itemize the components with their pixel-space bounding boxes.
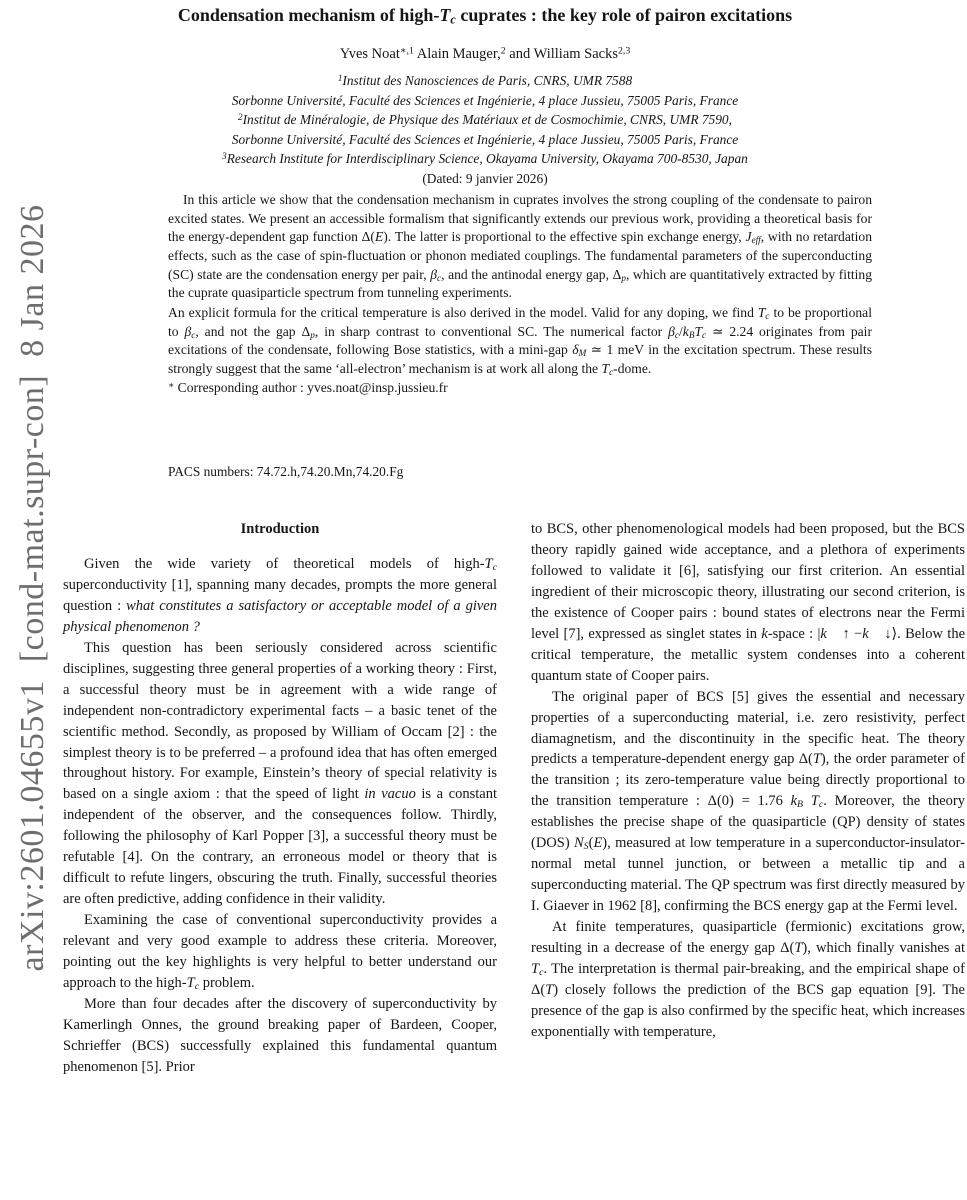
affiliation-line-3: $^2$Institut de Minéralogie, de Physique des Matériaux et de Cosmochimie, CNRS, UMR 7590, (238, 112, 732, 128)
corresponding-author-line: ∗ Corresponding author : yves.noat@insp.jussieu.fr (168, 379, 448, 395)
left-column (63, 519, 497, 1078)
body-paragraph: to BCS, other phenomenological models had been proposed, but the BCS theory rapidly gained wide acceptance, and a plethora of experiments followed to validate it [6], satisfying our first criterion. An essential ingredient of their microscopic theory, illustrating our second criterion, is the existence of Cooper pairs : bound states of electrons near the Fermi level [7], expressed as singlet states in k-space : |k⃗ ↑ −k⃗ ↓⟩. Below the critical temperature, the metallic system condenses into a coherent quantum state of Cooper pairs. (531, 521, 966, 684)
right-column (531, 519, 965, 1043)
affiliation-line-5: $^3$Research Institute for Interdisciplinary Science, Okayama University, Okayama 700-8530, Japan (222, 151, 748, 167)
body-paragraph: This question has been seriously considered across scientific disciplines, suggesting three general properties of a working theory : First, a successful theory must be in agreement with a wide range of independent non-contradictory experimental facts – a basic tenet of the scientific method. Secondly, as proposed by William of Occam [2] : the simplest theory is to be preferred – a profound idea that has often emerged throughout history. For example, Einstein’s theory of special relativity is based on a single axiom : that the speed of light in vacuo is a constant independent of the observer, and the consequences follow. Thirdly, following the philosophy of Karl Popper [3], a successful theory must be refutable [4]. On the contrary, an erroneous model or theory that is difficult to refute lingers, obscuring the truth. Finally, successful theories are often predictive, adding confidence in their validity. (63, 639, 497, 908)
affiliations-block (60, 71, 910, 169)
abstract-paragraph-1: In this article we show that the condensation mechanism in cuprates involves the strong coupling of the condensate to pairon excited states. We present an accessible formalism that significantly extends our previous work, providing a theoretical basis for the energy-dependent gap function Δ(E). The latter is proportional to the effective spin exchange energy, $J_{eff}$, with no retardation effects, such as the case of spin-fluctuation or phonon mediated couplings. The fundamental parameters of the superconducting (SC) state are the condensation energy per pair, $\beta_c$, and the antinodal energy gap, $\Delta_p$, which are quantitatively extracted by fitting the cuprate quasiparticle spectrum from tunneling experiments. (168, 192, 873, 301)
body-paragraph: At finite temperatures, quasiparticle (fermionic) excitations grow, resulting in a decrease of the energy gap Δ(T), which finally vanishes at $T_c$. The interpretation is thermal pair-breaking, and the empirical shape of Δ(T) closely follows the prediction of the BCS gap equation [9]. The presence of the gap is also confirmed by the specific heat, which increases exponentially with temperature, (531, 919, 965, 1040)
authors-line: Yves Noat$^{∗,1}$ Alain Mauger,$^2$ and William Sacks$^{2,3}$ (339, 45, 631, 62)
section-heading-introduction: Introduction (240, 521, 320, 537)
affiliation-line-4: Sorbonne Université, Faculté des Sciences et Ingénierie, 4 place Jussieu, 75005 Paris, France (231, 131, 739, 147)
body-paragraph: More than four decades after the discovery of superconductivity by Kamerlingh Onnes, the ground breaking paper of Bardeen, Cooper, Schrieffer (BCS) successfully explained this fundamental quantum phenomenon [5]. Prior (63, 995, 497, 1075)
abstract-paragraph-2: An explicit formula for the critical temperature is also derived in the model. Valid for any doping, we find $T_c$ to be proportional to $\beta_c$, and not the gap $\Delta_p$, in sharp contrast to conventional SC. The numerical factor $\beta_c/k_BT_c$ ≃ 2.24 originates from pair excitations of the condensate, following Bose statistics, with a mini-gap $\delta_M$ ≃ 1 meV in the excitation spectrum. These results strongly suggest that the same ‘all-electron’ mechanism is at work all along the $T_c$-dome. (168, 304, 873, 377)
dated-line: (Dated: 9 janvier 2026) (422, 170, 548, 186)
arxiv-watermark: arXiv:2601.04655v1 [cond-mat.supr-con] 8 Jan 2026 (14, 204, 51, 972)
body-paragraph: The original paper of BCS [5] gives the essential and necessary properties of a superconducting material, i.e. zero resistivity, perfect diamagnetism, and the discontinuity in the specific heat. The theory predicts a temperature-dependent energy gap Δ(T), the order parameter of the transition ; its zero-temperature value being directly proportional to the transition temperature : Δ(0) = 1.76 $k_B$ $T_c$. Moreover, the theory establishes the precise shape of the quasiparticle (QP) density of states (DOS) $N_S(E)$, measured at low temperature in a superconductor-insulator-normal metal tunnel junction, or between a metallic tip and a superconducting material. The QP spectrum was first directly measured by I. Giaever in 1962 [8], confirming the BCS energy gap at the Fermi level. (531, 688, 965, 915)
abstract (168, 191, 872, 397)
body-paragraph: Examining the case of conventional superconductivity provides a relevant and very good example to address these criteria. Moreover, pointing out the key highlights is very helpful to better understand our approach to the high-$T_c$ problem. (63, 912, 497, 993)
affiliation-line-2: Sorbonne Université, Faculté des Sciences et Ingénierie, 4 place Jussieu, 75005 Paris, France (231, 92, 739, 108)
paper-header (60, 0, 910, 189)
pacs-line: PACS numbers: 74.72.h,74.20.Mn,74.20.Fg (168, 464, 404, 479)
affiliation-line-1: $^1$Institut des Nanosciences de Paris, CNRS, UMR 7588 (337, 72, 633, 88)
paper-title: Condensation mechanism of high-$T_c$ cuprates : the key role of pairon excitations (177, 5, 793, 27)
body-paragraph: Given the wide variety of theoretical models of high-$T_c$ superconductivity [1], spanning many decades, prompts the more general question : what constitutes a satisfactory or acceptable model of a given physical phenomenon ? (63, 555, 497, 635)
